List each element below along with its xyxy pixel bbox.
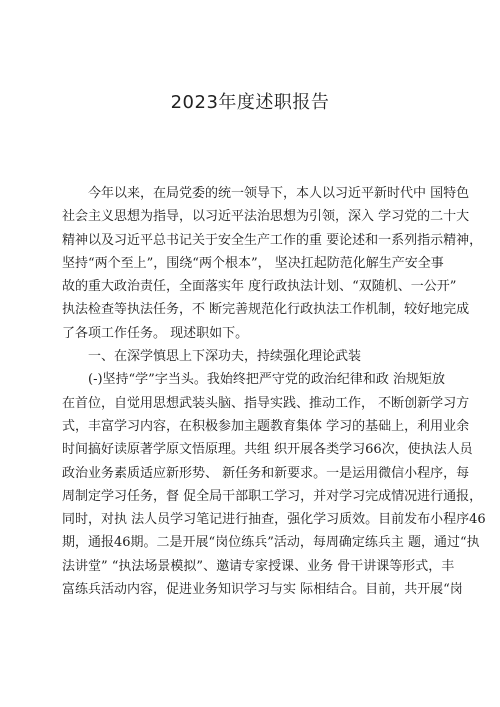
paragraph-line: 坚持“两个至上”，围绕“两个根本”， 坚决扛起防范化解生产安全事 — [62, 255, 444, 271]
paragraph-line: 政治业务素质适应新形势、 新任务和新要求。一是运用微信小程序，每 — [62, 465, 470, 481]
paragraph-line: 在首位，自觉用思想武装头脑、指导实践、推动工作， 不断创新学习方 — [62, 395, 470, 411]
paragraph-line: 富练兵活动内容，促进业务知识学习与实 际相结合。目前，共开展“岗 — [62, 582, 463, 598]
paragraph-line: 故的重大政治责任，全面落实年 度行政执法计划、“双随机、一公开” — [62, 279, 457, 295]
paragraph-line: 周制定学习任务，督 促全局干部职工学习，并对学习完成情况进行通报， — [62, 488, 483, 504]
section-heading: 一、在深学慎思上下深功夫，持续强化理论武装 — [88, 349, 362, 365]
paragraph-line: (-)坚持“学”字当头。我始终把严守党的政治纪律和政 治规矩放 — [88, 372, 445, 388]
document-body — [62, 182, 486, 601]
paragraph-line: 式，丰富学习内容，在积极参加主题教育集体 学习的基础上，利用业余 — [62, 418, 470, 434]
paragraph-line: 时间搞好读原著学原文悟原理。共组 织开展各类学习66次，使执法人员 — [62, 442, 473, 458]
paragraph-line: 期，通报46期。二是开展“岗位练兵”活动，每周确定练兵主 题，通过“执 — [62, 535, 480, 551]
paragraph-line: 法讲堂” “执法场景模拟”、邀请专家授课、业务 骨干讲课等形式，丰 — [62, 558, 455, 574]
paragraph-line: 社会主义思想为指导，以习近平法治思想为引领，深入 学习党的二十大 — [62, 209, 470, 225]
paragraph-line: 今年以来，在局党委的统一领导下，本人以习近平新时代中 国特色 — [88, 186, 470, 201]
paragraph-line: 精神以及习近平总书记关于安全生产工作的重 要论述和一系列指示精神， — [62, 232, 483, 248]
paragraph-line: 同时，对执 法人员学习笔记进行抽查，强化学习质效。目前发布小程序46 — [62, 512, 486, 528]
paragraph-line: 了各项工作任务。 现述职如下。 — [62, 325, 249, 341]
document-title: 2023年度述职报告 — [170, 92, 330, 113]
paragraph-line: 执法检查等执法任务，不 断完善规范化行政执法工作机制，较好地完成 — [62, 302, 470, 318]
